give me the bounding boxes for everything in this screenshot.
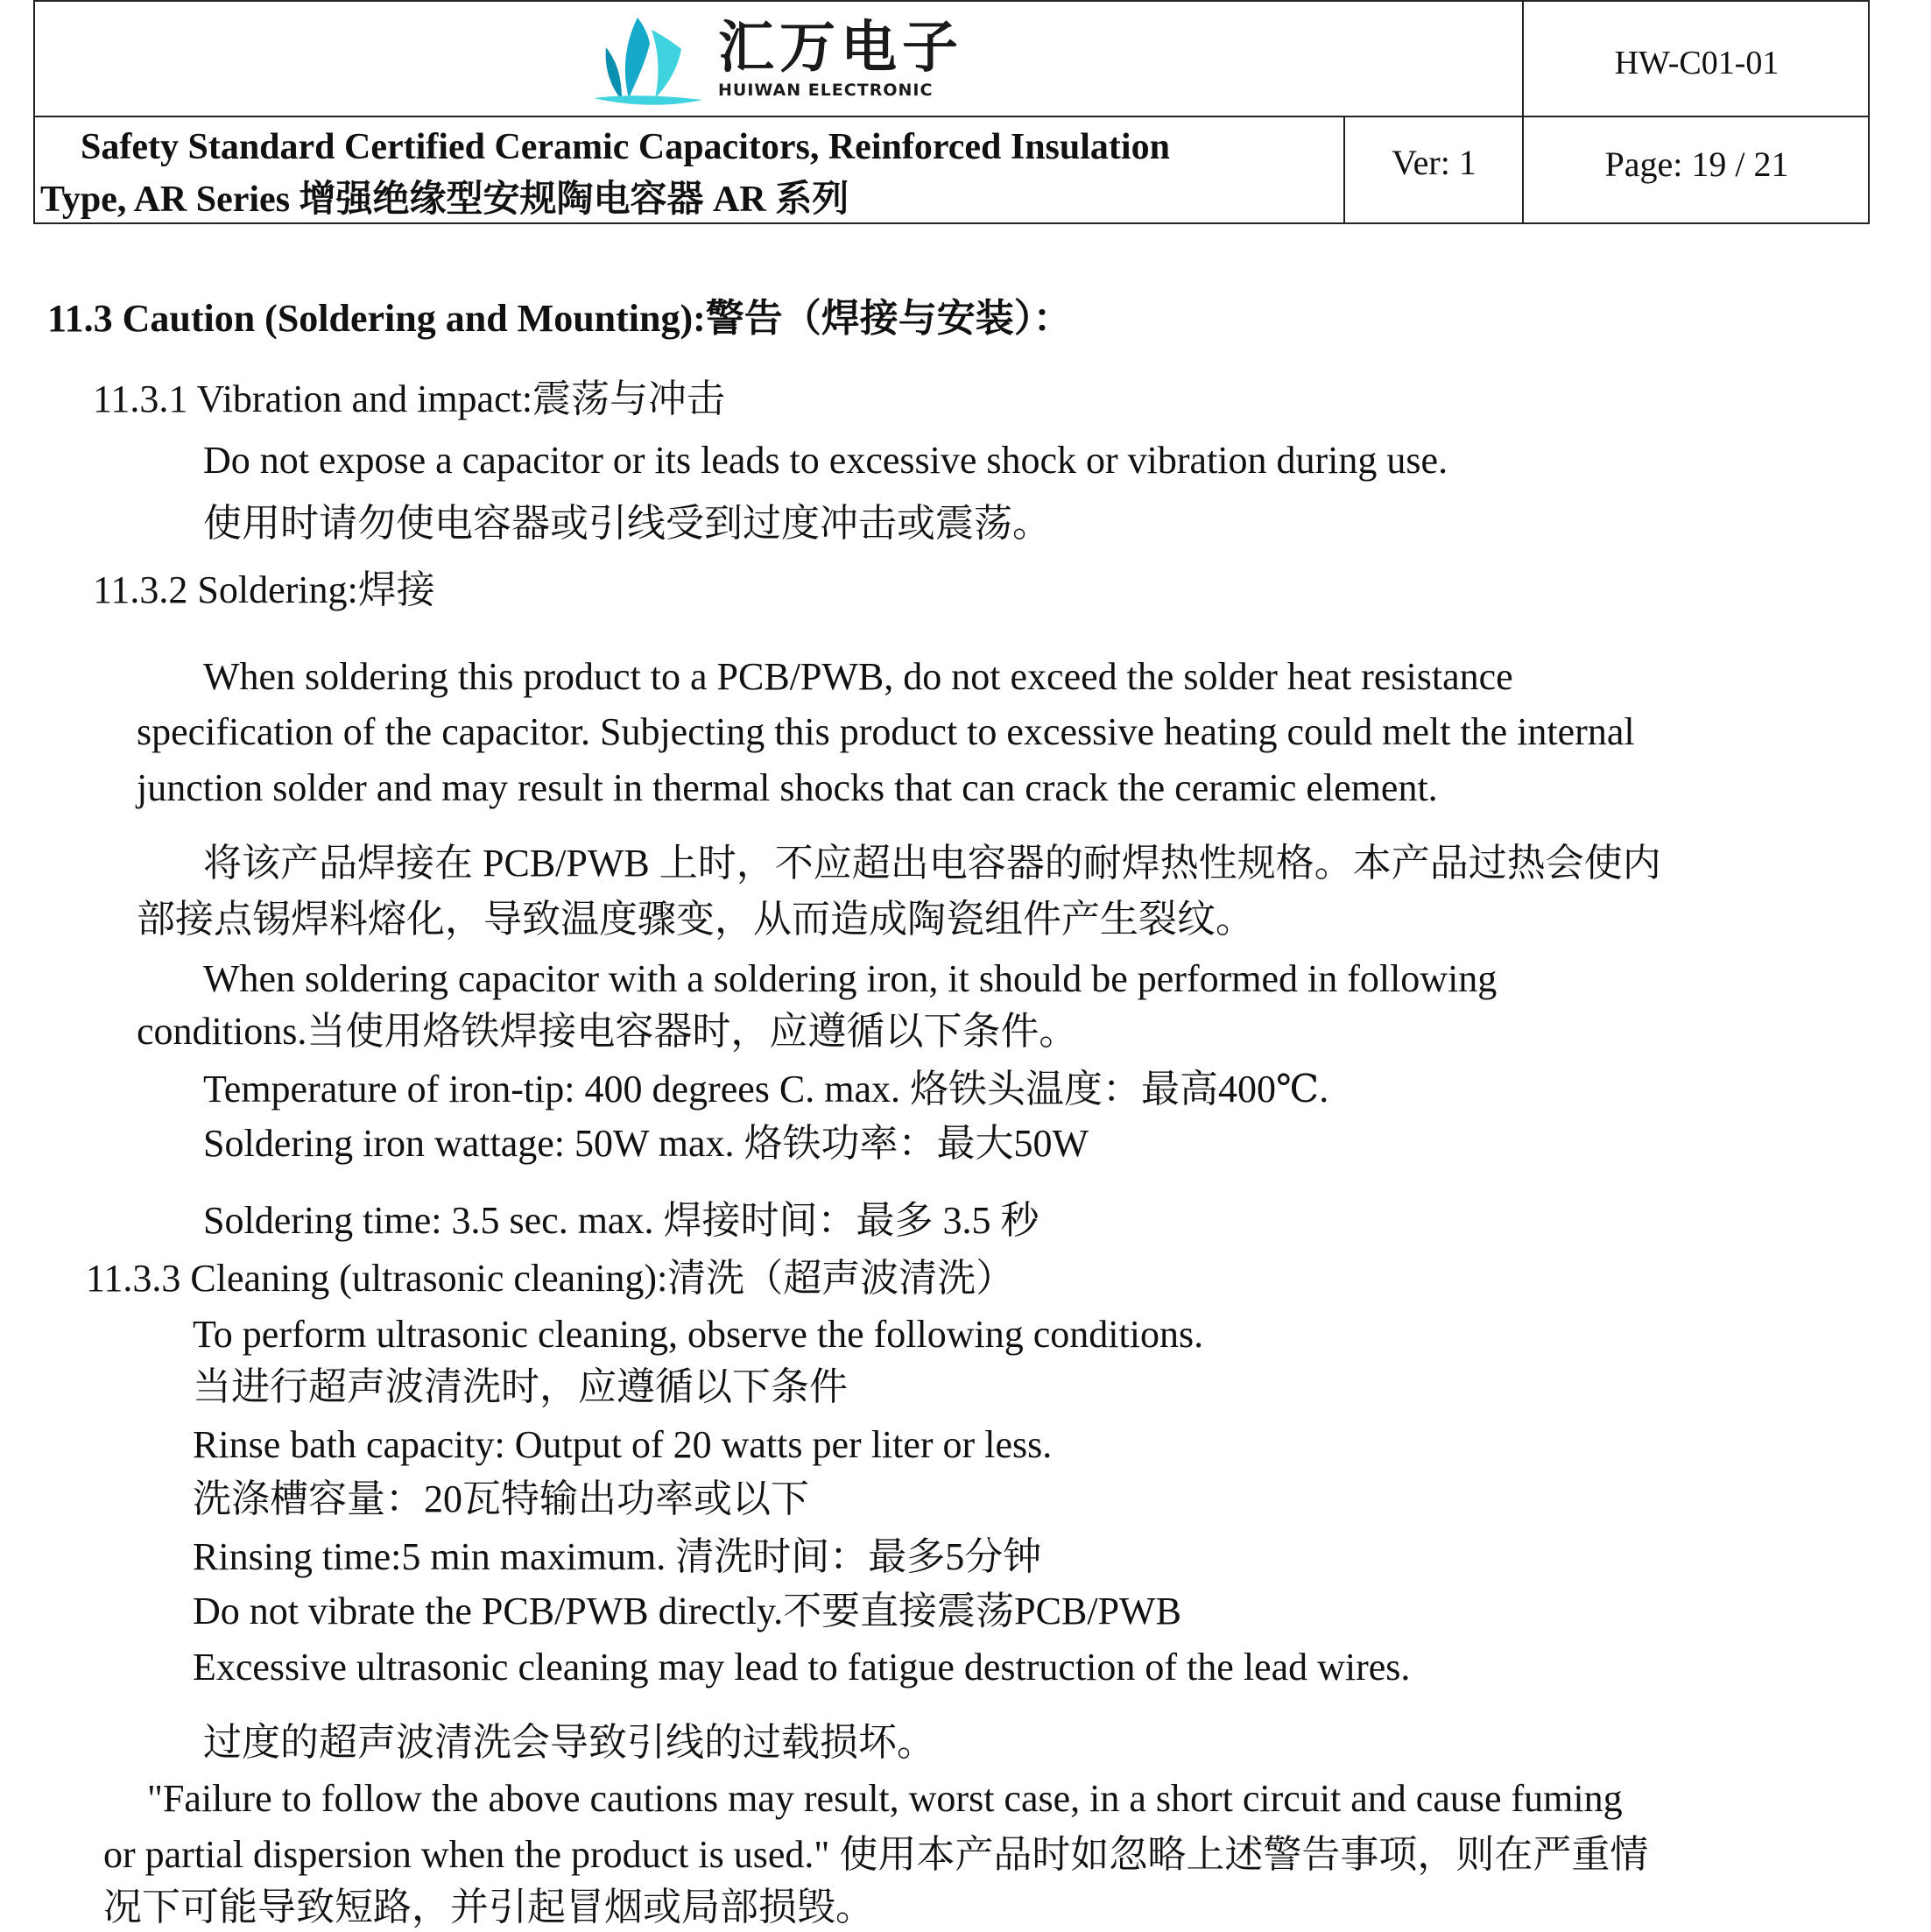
paragraph-line: 部接点锡焊料熔化，导致温度骤变，从而造成陶瓷组件产生裂纹。 bbox=[137, 898, 1254, 941]
paragraph: 使用时请勿使电容器或引线受到过度冲击或震荡。 bbox=[203, 502, 1051, 545]
header-divider bbox=[1522, 116, 1868, 117]
document-title-line-2: Type, AR Series 增强绝缘型安规陶电容器 AR 系列 bbox=[40, 180, 849, 220]
paragraph: 过度的超声波清洗会导致引线的过载损坏。 bbox=[203, 1721, 935, 1764]
document-title bbox=[40, 121, 1328, 226]
paragraph: 当进行超声波清洗时，应遵循以下条件 bbox=[193, 1365, 848, 1408]
paragraph: To perform ultrasonic cleaning, observe the following conditions. bbox=[193, 1313, 1204, 1356]
spec-line: Temperature of iron-tip: 400 degrees C. max. 烙铁头温度：最高400℃. bbox=[203, 1068, 1329, 1111]
subsection-heading-cleaning: 11.3.3 Cleaning (ultrasonic cleaning):清洗（超声波清洗） bbox=[86, 1257, 1015, 1300]
paragraph: Rinse bath capacity: Output of 20 watts per liter or less. bbox=[193, 1423, 1053, 1466]
sail-logo-icon bbox=[587, 12, 718, 110]
paragraph-line: 将该产品焊接在 PCB/PWB 上时，不应超出电容器的耐焊热性规格。本产品过热会使内 bbox=[203, 842, 1661, 885]
header-divider bbox=[1522, 2, 1524, 222]
company-logo bbox=[587, 12, 1007, 110]
warning-line: "Failure to follow the above cautions may result, worst case, in a short circuit and cause fuming bbox=[147, 1777, 1623, 1820]
paragraph-line: specification of the capacitor. Subjecting this product to excessive heating could melt the internal bbox=[137, 710, 1635, 753]
subsection-heading-vibration: 11.3.1 Vibration and impact:震荡与冲击 bbox=[93, 377, 726, 420]
paragraph: Do not vibrate the PCB/PWB directly.不要直接震荡PCB/PWB bbox=[193, 1590, 1181, 1632]
subsection-heading-soldering: 11.3.2 Soldering:焊接 bbox=[93, 568, 435, 611]
paragraph: Excessive ultrasonic cleaning may lead to fatigue destruction of the lead wires. bbox=[193, 1646, 1411, 1689]
warning-line: 况下可能导致短路，并引起冒烟或局部损毁。 bbox=[103, 1886, 874, 1928]
logo-english-text: HUIWAN ELECTRONIC bbox=[718, 81, 934, 100]
paragraph-line: conditions.当使用烙铁焊接电容器时，应遵循以下条件。 bbox=[137, 1010, 1078, 1053]
spec-line: Soldering time: 3.5 sec. max. 焊接时间：最多 3.5 秒 bbox=[203, 1199, 1039, 1242]
page-number: Page: 19 / 21 bbox=[1604, 145, 1789, 184]
paragraph: 洗涤槽容量：20瓦特输出功率或以下 bbox=[193, 1477, 809, 1520]
logo-chinese-text: 汇万电子 bbox=[718, 16, 963, 81]
document-title-line-1: Safety Standard Certified Ceramic Capacitors, Reinforced Insulation bbox=[81, 127, 1170, 167]
warning-line: or partial dispersion when the product is used." 使用本产品时如忽略上述警告事项，则在严重情 bbox=[103, 1833, 1649, 1876]
version-label: Ver: 1 bbox=[1392, 143, 1476, 182]
spec-line: Soldering iron wattage: 50W max. 烙铁功率：最大50W bbox=[203, 1122, 1089, 1165]
document-code: HW-C01-01 bbox=[1614, 45, 1779, 81]
section-heading: 11.3 Caution (Soldering and Mounting):警告（焊接与安装）： bbox=[47, 297, 1072, 340]
paragraph-line: When soldering this product to a PCB/PWB, do not exceed the solder heat resistance bbox=[203, 655, 1513, 698]
paragraph: Do not expose a capacitor or its leads to excessive shock or vibration during use. bbox=[203, 439, 1448, 482]
paragraph-line: junction solder and may result in thermal shocks that can crack the ceramic element. bbox=[137, 766, 1438, 809]
paragraph-line: When soldering capacitor with a soldering iron, it should be performed in following bbox=[203, 957, 1498, 1000]
paragraph: Rinsing time:5 min maximum. 清洗时间：最多5分钟 bbox=[193, 1535, 1042, 1578]
